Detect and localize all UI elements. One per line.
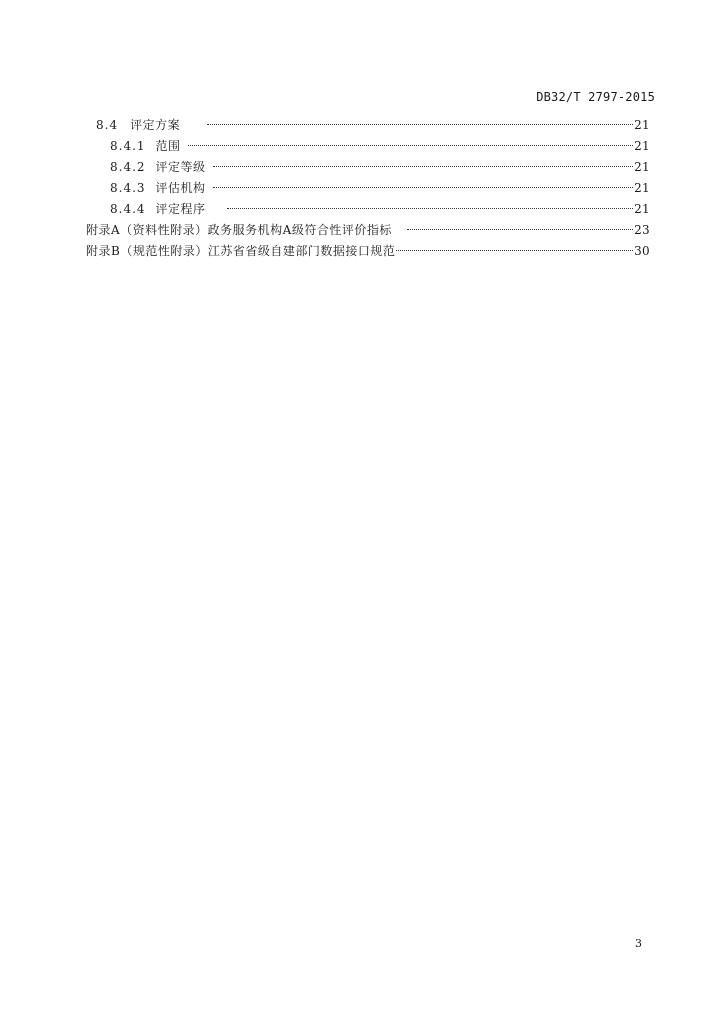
toc-entry-page: 21 bbox=[634, 181, 650, 195]
toc-entry-page: 21 bbox=[634, 139, 650, 153]
toc-entry-appendix-a[interactable] bbox=[86, 220, 650, 241]
toc-entry-8-4-4[interactable] bbox=[86, 199, 650, 220]
toc-entry-title: 评定方案 bbox=[130, 118, 181, 132]
table-of-contents bbox=[86, 115, 650, 262]
toc-entry-number: 8.4.2 bbox=[110, 160, 146, 174]
toc-entry-title: 评定程序 bbox=[155, 202, 206, 216]
toc-entry-8-4-3[interactable] bbox=[86, 178, 650, 199]
toc-dot-leader bbox=[213, 166, 634, 167]
toc-entry-page: 21 bbox=[634, 118, 650, 132]
toc-entry-appendix-b[interactable] bbox=[86, 241, 650, 262]
toc-dot-leader bbox=[213, 187, 634, 188]
page-number: 3 bbox=[635, 937, 642, 950]
toc-entry-8-4-1[interactable] bbox=[86, 136, 650, 157]
toc-entry-page: 23 bbox=[634, 223, 650, 237]
toc-entry-number: 8.4 bbox=[96, 118, 119, 132]
toc-dot-leader bbox=[207, 124, 633, 125]
toc-entry-page: 21 bbox=[634, 160, 650, 174]
toc-entry-title: 评估机构 bbox=[155, 181, 206, 195]
toc-dot-leader bbox=[407, 229, 633, 230]
document-code: DB32/T 2797-2015 bbox=[536, 90, 655, 104]
toc-entry-page: 30 bbox=[634, 244, 650, 258]
toc-entry-title: 评定等级 bbox=[155, 160, 206, 174]
toc-dot-leader bbox=[396, 250, 633, 251]
toc-dot-leader bbox=[227, 208, 634, 209]
toc-entry-8-4-2[interactable] bbox=[86, 157, 650, 178]
toc-entry-title: 附录B（规范性附录）江苏省省级自建部门数据接口规范 bbox=[86, 244, 396, 258]
toc-entry-number: 8.4.3 bbox=[110, 181, 146, 195]
toc-entry-number: 8.4.4 bbox=[110, 202, 146, 216]
toc-entry-8-4[interactable] bbox=[86, 115, 650, 136]
toc-entry-number: 8.4.1 bbox=[110, 139, 146, 153]
toc-entry-title: 附录A（资料性附录）政务服务机构A级符合性评价指标 bbox=[86, 223, 392, 237]
toc-dot-leader bbox=[188, 145, 634, 146]
toc-entry-page: 21 bbox=[634, 202, 650, 216]
toc-entry-title: 范围 bbox=[155, 139, 181, 153]
